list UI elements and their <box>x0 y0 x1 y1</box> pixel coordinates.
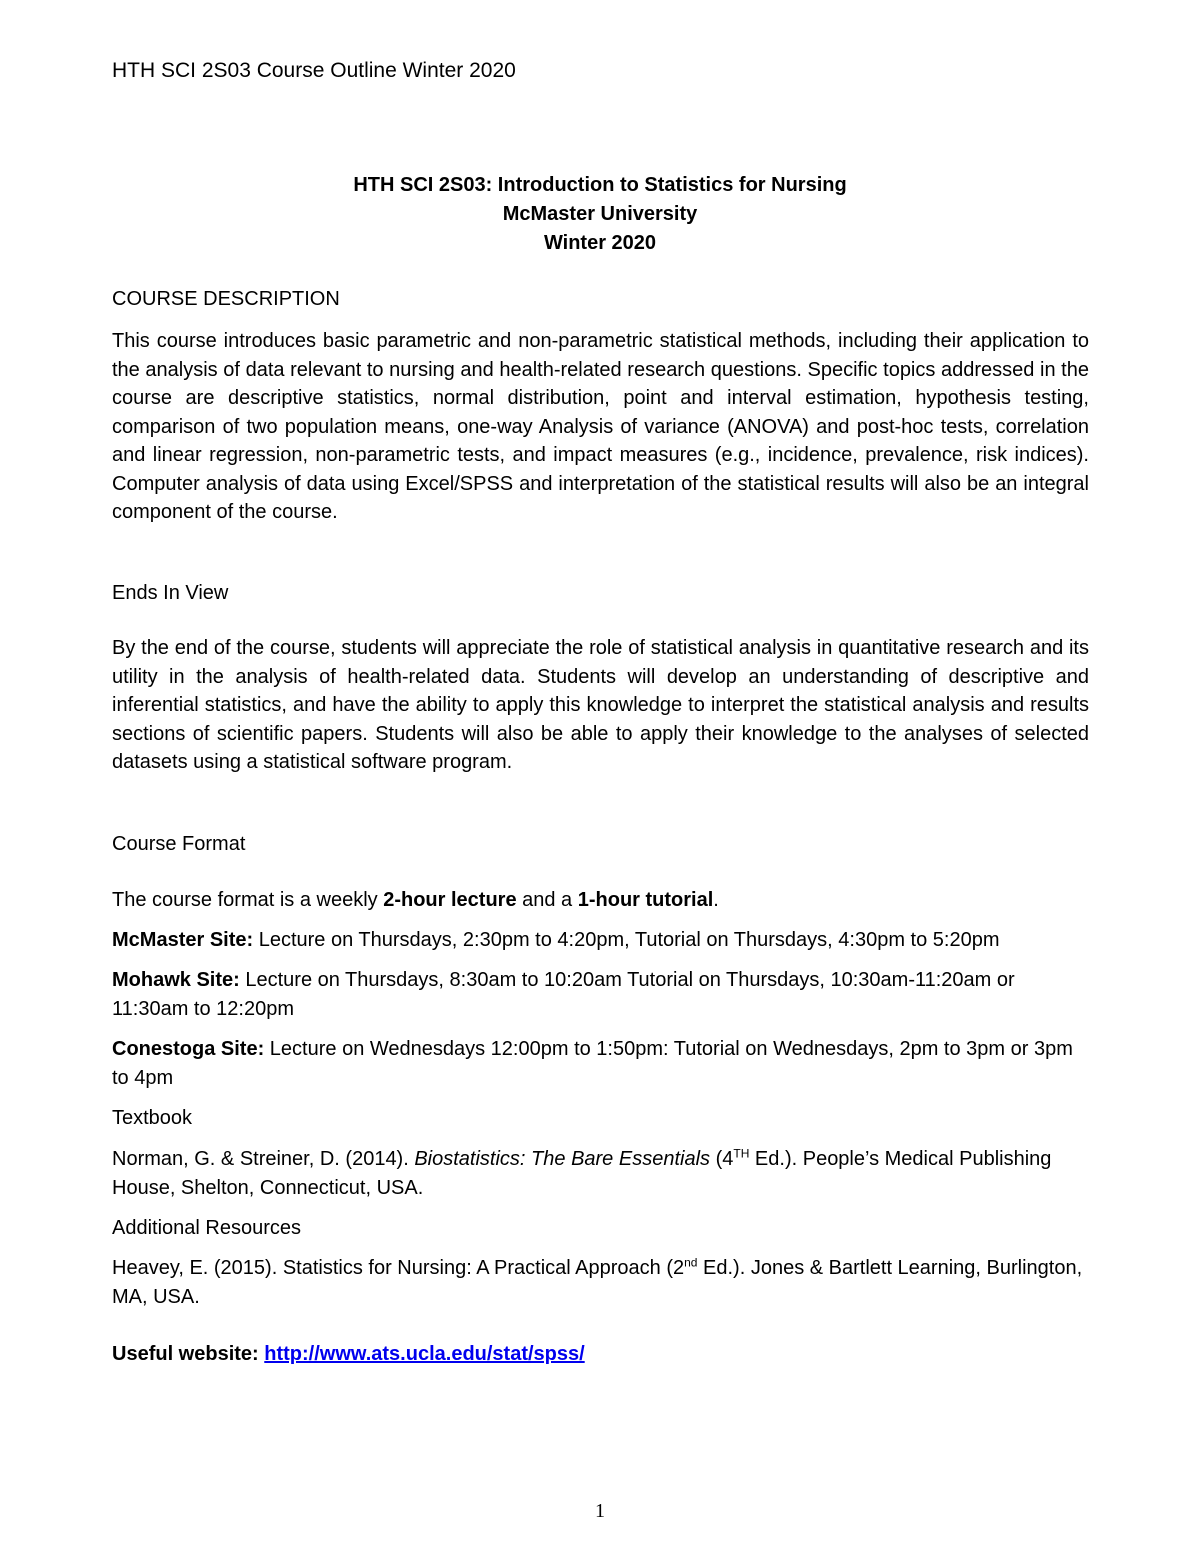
useful-website <box>112 1340 1089 1369</box>
site-schedule-mcmaster: McMaster Site: Lecture on Thursdays, 2:30pm to 4:20pm, Tutorial on Thursdays, 4:30pm to 5:20pm <box>112 929 1000 951</box>
term: Winter 2020 <box>543 232 657 254</box>
textbook-citation: Norman, G. & Streiner, D. (2014). Biostatistics: The Bare Essentials (4TH Ed.). People’s Medical Publishing House, Shelton, Connecticut, USA. <box>112 1146 1052 1199</box>
course-title: HTH SCI 2S03: Introduction to Statistics for Nursing <box>353 174 847 196</box>
ends-in-view-heading: Ends In View <box>112 582 229 604</box>
course-format-intro: The course format is a weekly 2-hour lecture and a 1-hour tutorial. <box>112 889 719 911</box>
title-block <box>0 171 1200 258</box>
textbook-heading: Textbook <box>112 1107 193 1129</box>
useful-website-label: Useful website: <box>112 1343 265 1365</box>
running-header: HTH SCI 2S03 Course Outline Winter 2020 <box>112 59 516 82</box>
site-schedule-mohawk: Mohawk Site: Lecture on Thursdays, 8:30am to 10:20am Tutorial on Thursdays, 10:30am-11:20am or 11:30am to 12:20pm <box>112 969 1015 1020</box>
course-description-heading: COURSE DESCRIPTION <box>112 288 340 310</box>
course-format-heading: Course Format <box>112 833 246 855</box>
page-number: 1 <box>595 1500 605 1522</box>
site-schedule-conestoga: Conestoga Site: Lecture on Wednesdays 12:00pm to 1:50pm: Tutorial on Wednesdays, 2pm to 3pm or 3pm to 4pm <box>112 1038 1073 1089</box>
university-name: McMaster University <box>502 203 698 225</box>
course-description-body: This course introduces basic parametric and non-parametric statistical methods, including their application to the analysis of data relevant to nursing and health-related research questions. Specific topics addressed in the course are descriptive statistics, normal distribution, point and interval estimation, hypothesis testing, comparison of two population means, one-way Analysis of variance (ANOVA) and post-hoc tests, correlation and linear regression, non-parametric tests, and impact measures (e.g., incidence, prevalence, risk indices). Computer analysis of data using Excel/SPSS and interpretation of the statistical results will also be an integral component of the course. <box>112 330 1089 523</box>
ends-in-view-body: By the end of the course, students will appreciate the role of statistical analysis in quantitative research and its utility in the analysis of health-related data. Students will develop an understanding of descriptive and inferential statistics, and have the ability to apply this knowledge to interpret the statistical analysis and results sections of scientific papers. Students will also be able to apply their knowledge to the analyses of selected datasets using a statistical software program. <box>112 637 1089 773</box>
additional-resources-heading: Additional Resources <box>112 1217 301 1239</box>
useful-website-link[interactable]: http://www.ats.ucla.edu/stat/spss/ <box>264 1343 585 1365</box>
additional-resources-citation: Heavey, E. (2015). Statistics for Nursing: A Practical Approach (2nd Ed.). Jones & Bartlett Learning, Burlington, MA, USA. <box>112 1255 1083 1308</box>
